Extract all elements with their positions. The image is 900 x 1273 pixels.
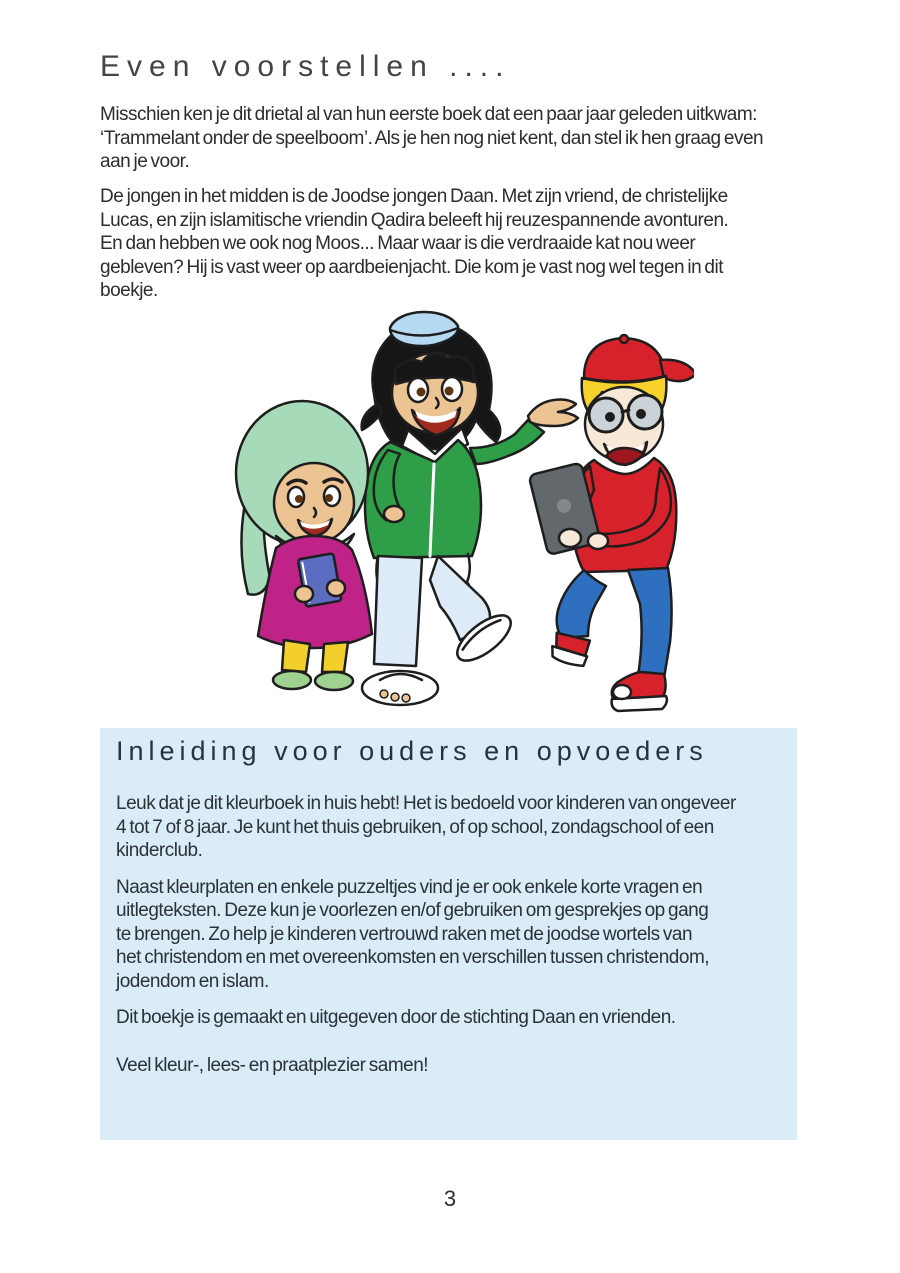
paragraph-line: uitlegteksten. Deze kun je voorlezen en/of gebruiken om gesprekjes op gang	[116, 900, 709, 921]
paragraph-line: Naast kleurplaten en enkele puzzeltjes vind je er ook enkele korte vragen en	[116, 876, 703, 898]
paragraph-line: ‘Trammelant onder de speelboom’. Als je hen nog niet kent, dan stel ik hen graag even	[100, 127, 764, 149]
paragraph-line: En dan hebben we ook nog Moos... Maar waar is die verdraaide kat nou weer	[100, 233, 696, 254]
qadira-figure	[236, 401, 372, 690]
paragraph-line: te brengen. Zo help je kinderen vertrouwd raken met de joodse wortels van	[116, 923, 693, 945]
paragraph-line: kinderclub.	[116, 840, 203, 861]
inleiding-paragraph-3	[116, 1006, 781, 1030]
paragraph-line: boekje.	[100, 280, 158, 301]
intro-paragraph-1	[100, 103, 810, 174]
paragraph-line: Veel kleur-, lees- en praatplezier samen!	[116, 1054, 429, 1076]
children-illustration	[232, 298, 694, 720]
intro-paragraph-2	[100, 185, 810, 303]
page-title: Even voorstellen ....	[100, 50, 511, 83]
inleiding-paragraph-4	[116, 1054, 781, 1078]
paragraph-line: Lucas, en zijn islamitische vriendin Qadira beleeft hij reuzespannende avonturen.	[100, 209, 729, 231]
paragraph-line: jodendom en islam.	[116, 970, 269, 992]
inleiding-heading: Inleiding voor ouders en opvoeders	[116, 736, 708, 766]
paragraph-line: het christendom en met overeenkomsten en verschillen tussen christendom,	[116, 947, 710, 968]
page-number: 3	[443, 1186, 457, 1211]
paragraph-line: Leuk dat je dit kleurboek in huis hebt! Het is bedoeld voor kinderen van ongeveer	[116, 793, 736, 814]
paragraph-line: gebleven? Hij is vast weer op aardbeienjacht. Die kom je vast nog wel tegen in dit	[100, 256, 723, 278]
daan-kippah	[390, 312, 458, 346]
paragraph-line: Dit boekje is gemaakt en uitgegeven door de stichting Daan en vrienden.	[116, 1007, 676, 1028]
children-illustration-svg	[232, 298, 694, 720]
inleiding-paragraph-1	[116, 792, 781, 863]
paragraph-line: 4 tot 7 of 8 jaar. Je kunt het thuis gebruiken, of op school, zondagschool of een	[116, 816, 714, 838]
paragraph-line: aan je voor.	[100, 151, 190, 172]
paragraph-line: Misschien ken je dit drietal al van hun eerste boek dat een paar jaar geleden uitkwam:	[100, 104, 757, 125]
lucas-figure	[529, 335, 694, 711]
paragraph-line: De jongen in het midden is de Joodse jongen Daan. Met zijn vriend, de christelijke	[100, 186, 728, 207]
inleiding-box	[100, 728, 797, 1140]
lucas-cap	[584, 338, 666, 382]
inleiding-paragraph-2	[116, 876, 781, 994]
